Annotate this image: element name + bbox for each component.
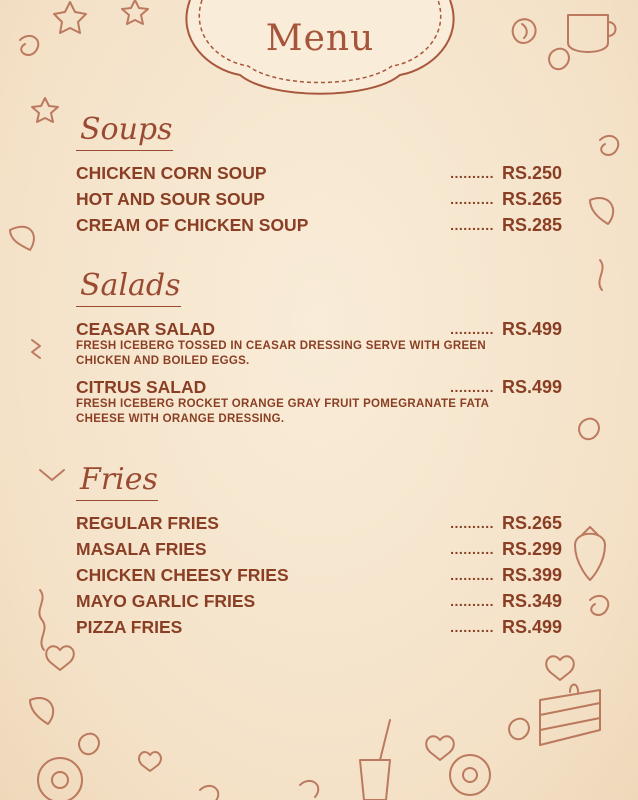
item-dots: .......... [450, 593, 494, 609]
item-dots: .......... [450, 379, 494, 395]
menu-item [76, 511, 566, 537]
menu-item [76, 187, 566, 213]
menu-item [76, 563, 566, 589]
menu-item [76, 161, 566, 187]
item-dots: .......... [450, 541, 494, 557]
item-dots: .......... [450, 191, 494, 207]
item-price: RS.285 [501, 215, 562, 235]
item-name: CHICKEN CORN SOUP [76, 163, 267, 183]
item-name: PIZZA FRIES [76, 617, 183, 637]
item-name: HOT AND SOUR SOUP [76, 189, 265, 209]
item-name: CITRUS SALAD [76, 377, 207, 397]
item-dots: .......... [450, 619, 494, 635]
section-title: Fries [76, 462, 158, 501]
item-description: FRESH ICEBERG TOSSED IN CEASAR DRESSING SERVE WITH GREEN CHICKEN AND BOILED EGGS. [76, 340, 486, 367]
item-name: REGULAR FRIES [76, 513, 219, 533]
item-dots: .......... [450, 515, 494, 531]
item-name: CHICKEN CHEESY FRIES [76, 565, 289, 585]
item-price: RS.265 [501, 513, 562, 533]
item-name: MAYO GARLIC FRIES [76, 591, 256, 611]
section-soups [76, 112, 566, 239]
item-price: RS.349 [501, 591, 562, 611]
item-name: MASALA FRIES [76, 539, 207, 559]
item-dots: .......... [450, 321, 494, 337]
item-price: RS.399 [501, 565, 562, 585]
section-title: Soups [76, 112, 173, 151]
menu-item [76, 537, 566, 563]
section-salads [76, 268, 566, 433]
menu-title: Menu [265, 18, 375, 59]
item-description: FRESH ICEBERG ROCKET ORANGE GRAY FRUIT POMEGRANATE FATA CHEESE WITH ORANGE DRESSING. [76, 398, 489, 425]
item-price: RS.299 [501, 539, 562, 559]
menu-item [76, 317, 566, 343]
item-price: RS.250 [501, 163, 562, 183]
section-fries [76, 462, 566, 641]
menu-item [76, 589, 566, 615]
menu-item [76, 213, 566, 239]
item-dots: .......... [450, 165, 494, 181]
menu-item [76, 375, 566, 401]
item-price: RS.265 [501, 189, 562, 209]
item-price: RS.499 [501, 319, 562, 339]
item-name: CEASAR SALAD [76, 319, 216, 339]
item-price: RS.499 [501, 377, 562, 397]
menu-banner [170, 0, 470, 100]
item-price: RS.499 [501, 617, 562, 637]
item-name: CREAM OF CHICKEN SOUP [76, 215, 309, 235]
item-dots: .......... [450, 217, 494, 233]
menu-item [76, 615, 566, 641]
section-title: Salads [76, 268, 181, 307]
item-dots: .......... [450, 567, 494, 583]
